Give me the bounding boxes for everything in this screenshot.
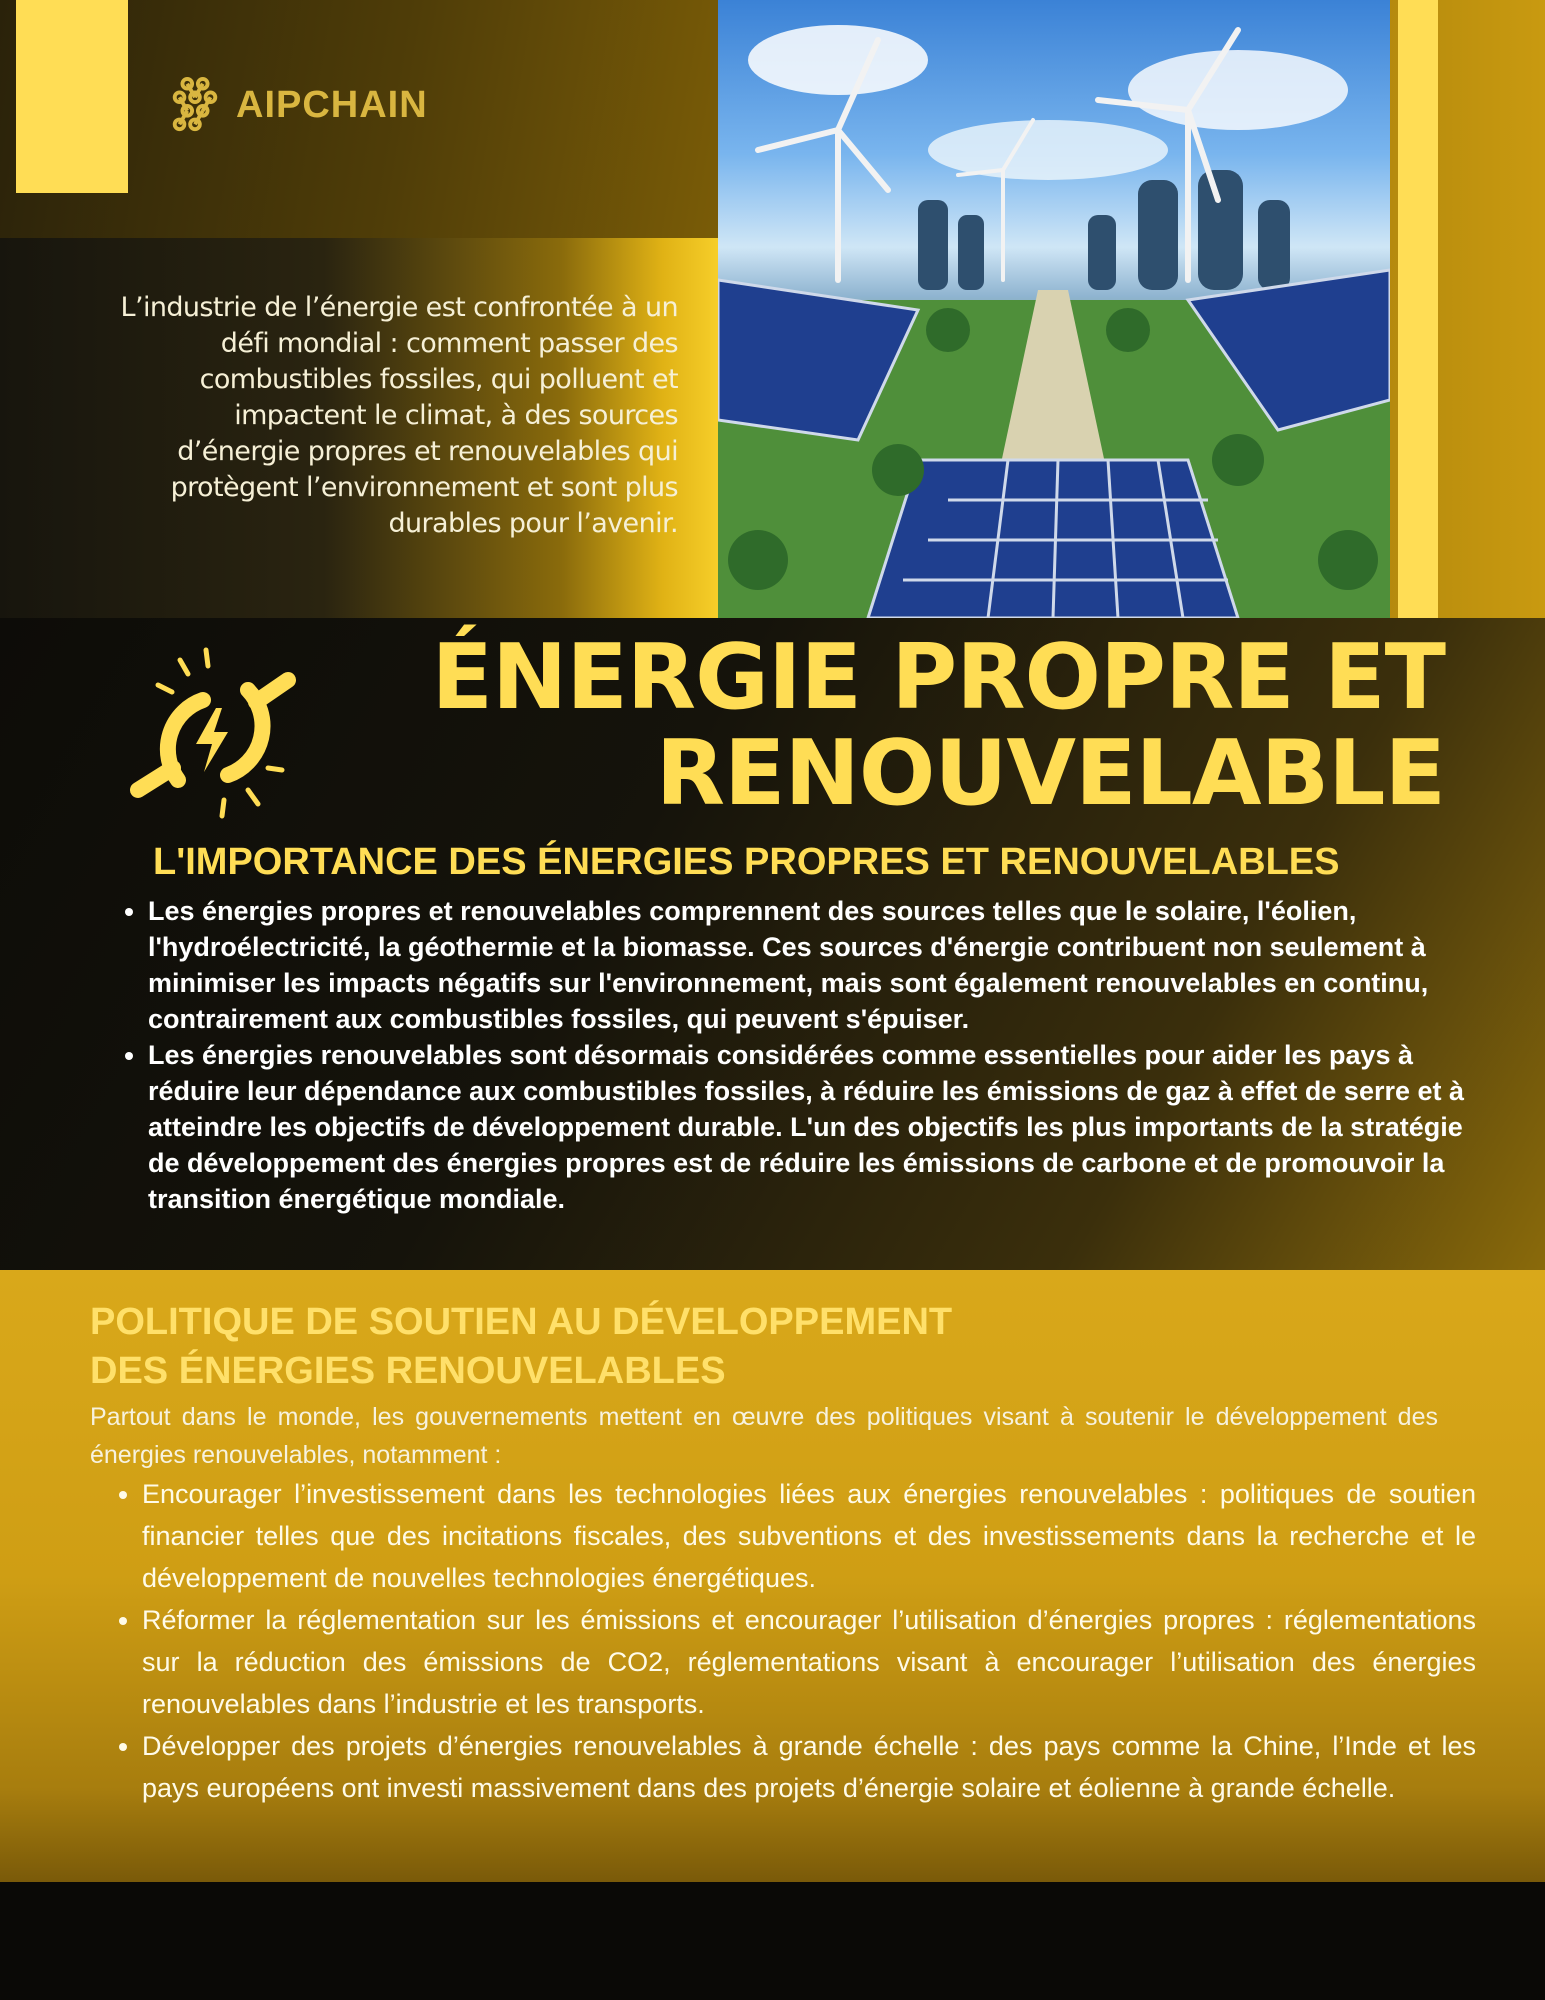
section2-heading-line2: DES ÉNERGIES RENOUVELABLES [90, 1350, 726, 1392]
section2-list [104, 1473, 1476, 1809]
list-item: • Développer des projets d’énergies renouvelables à grande échelle : des pays comme la Chine, l’Inde et les pays européens ont investi massivement dans des projets d’énergie solaire et éolienne à grande échelle. [142, 1725, 1476, 1809]
brand-name: AIPCHAIN [236, 83, 428, 126]
main-title-line1: ÉNERGIE PROPRE ET [431, 625, 1445, 730]
solar-wind-illustration [718, 0, 1390, 618]
right-accent-bar [1398, 0, 1438, 618]
list-item: • Encourager l’investissement dans les technologies liées aux énergies renouvelables : politiques de soutien financier telles que des incitations fiscales, des subventions et des investissements dans la recherche et le développement de nouvelles technologies énergétiques. [142, 1473, 1476, 1599]
section2-heading-line1: POLITIQUE DE SOUTIEN AU DÉVELOPPEMENT [90, 1301, 953, 1343]
section2-intro: Partout dans le monde, les gouvernements mettent en œuvre des politiques visant à soutenir le développement des énergies renouvelables, notamment : [90, 1403, 1438, 1469]
intro-box [0, 238, 720, 620]
list-item: • Les énergies propres et renouvelables comprennent des sources telles que le solaire, l'éolien, l'hydroélectricité, la géothermie et la biomasse. Ces sources d'énergie contribuent non seulement à minimiser les impacts négatifs sur l'environnement, mais sont également renouvelables en continu, contrairement aux combustibles fossiles, qui peuvent s'épuiser. [148, 893, 1488, 1037]
hexagon-chain-logo-icon [166, 74, 224, 136]
main-title [345, 625, 1445, 826]
list-item: • Réformer la réglementation sur les émissions et encourager l’utilisation d’énergies propres : réglementations sur la réduction des émissions de CO2, réglementations visant à encourager l’utilisation des énergies renouvelables dans l’industrie et les transports. [142, 1599, 1476, 1725]
section1-list [110, 893, 1488, 1217]
hero-image [718, 0, 1390, 618]
main-title-line2: RENOUVELABLE [655, 721, 1445, 826]
section2-heading [90, 1298, 1190, 1396]
corner-accent-block [16, 0, 128, 193]
brand-logo [166, 72, 428, 138]
intro-text: L’industrie de l’énergie est confrontée à un défi mondial : comment passer des combustibles fossiles, qui polluent et impactent le climat, à des sources d’énergie propres et renouvelables qui protègent l’environnement et sont plus durables pour l’avenir. [120, 292, 678, 539]
list-item: • Les énergies renouvelables sont désormais considérées comme essentielles pour aider les pays à réduire leur dépendance aux combustibles fossiles, à réduire les émissions de gaz à effet de serre et à atteindre les objectifs de développement durable. L'un des objectifs les plus importants de la stratégie de développement des énergies propres est de réduire les émissions de carbone et de promouvoir la transition énergétique mondiale. [148, 1037, 1488, 1217]
broken-chain-lightning-icon [118, 640, 308, 830]
bottom-band [0, 1882, 1545, 2000]
section1-heading: L'IMPORTANCE DES ÉNERGIES PROPRES ET RENOUVELABLES [153, 841, 1340, 883]
